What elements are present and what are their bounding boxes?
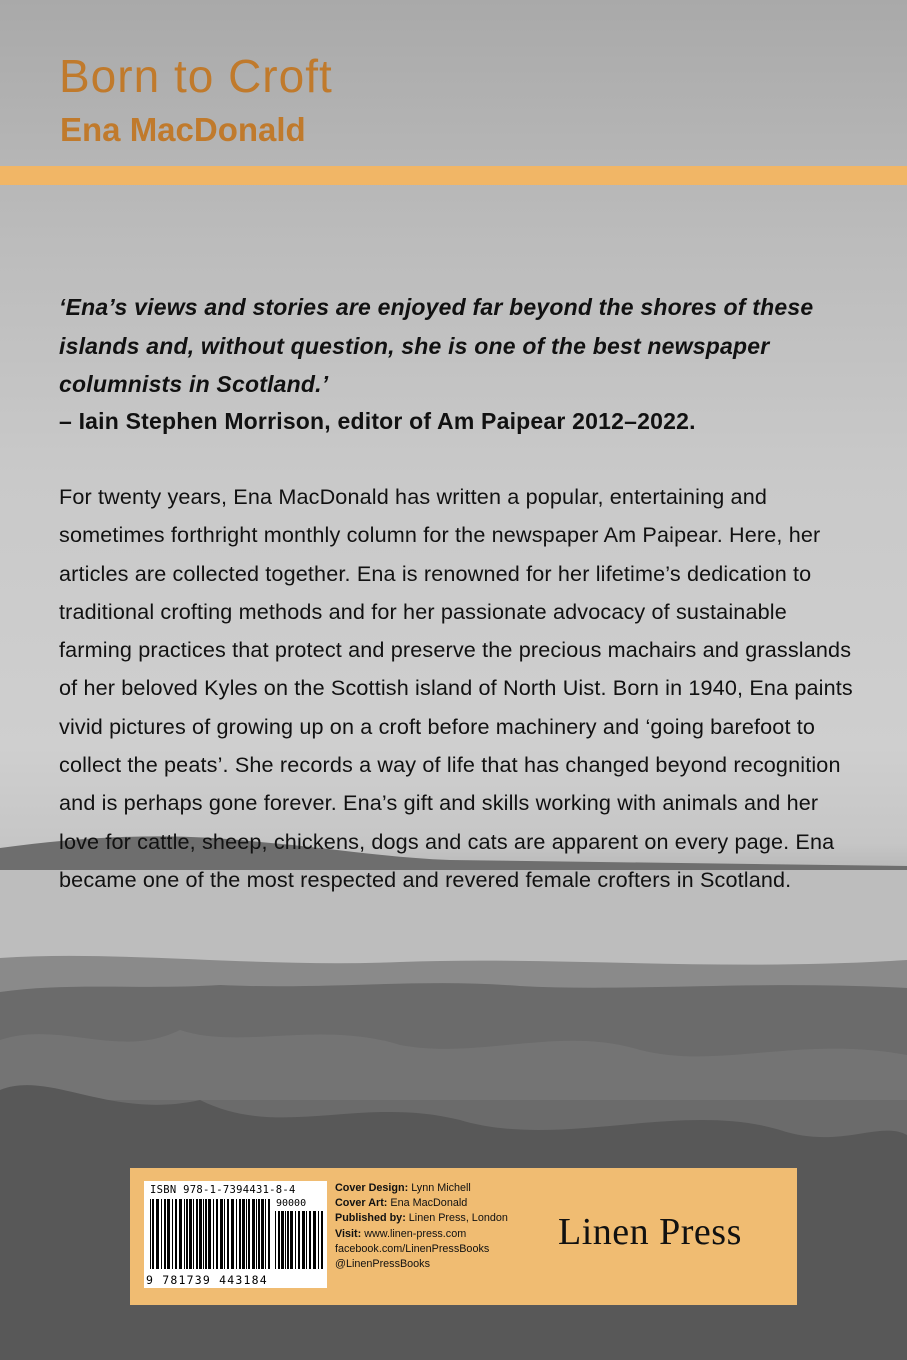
barcode-bar bbox=[199, 1199, 202, 1269]
barcode-bar bbox=[278, 1211, 280, 1269]
barcode-bar bbox=[186, 1199, 188, 1269]
barcode-bar bbox=[203, 1199, 204, 1269]
barcode-bar bbox=[285, 1211, 286, 1269]
credit-cover-art bbox=[335, 1196, 508, 1211]
barcode-bar bbox=[258, 1199, 260, 1269]
publisher-logo: Linen Press bbox=[558, 1211, 742, 1253]
title-band bbox=[0, 166, 907, 185]
barcode-bar bbox=[298, 1211, 300, 1269]
barcode-bar bbox=[156, 1199, 159, 1269]
barcode-bar bbox=[164, 1199, 166, 1269]
barcode-bar bbox=[313, 1211, 316, 1269]
credit-value: Linen Press, London bbox=[408, 1212, 508, 1225]
credit-published-by bbox=[335, 1211, 508, 1226]
barcode-bar bbox=[196, 1199, 198, 1269]
barcode-bar bbox=[295, 1211, 296, 1269]
barcode-bar bbox=[321, 1211, 323, 1269]
barcode-bar bbox=[275, 1211, 276, 1269]
ean-barcode-bars bbox=[150, 1199, 272, 1269]
barcode-bar bbox=[220, 1199, 223, 1269]
barcode-bar bbox=[208, 1199, 211, 1269]
barcode-bar bbox=[268, 1199, 270, 1269]
barcode-bar bbox=[161, 1199, 162, 1269]
book-title: Born to Croft bbox=[59, 50, 333, 102]
barcode-bar bbox=[167, 1199, 170, 1269]
barcode-bar bbox=[175, 1199, 177, 1269]
ean-digits: 9 781739 443184 bbox=[146, 1273, 268, 1287]
barcode-bar bbox=[248, 1199, 250, 1269]
barcode-bar bbox=[287, 1211, 289, 1269]
review-quote: ‘Ena’s views and stories are enjoyed far beyond the shores of these islands and, without question, she is one of the best newspaper columnists in Scotland.’ bbox=[59, 294, 814, 397]
barcode-bar bbox=[318, 1211, 319, 1269]
facebook-link[interactable]: facebook.com/LinenPressBooks bbox=[335, 1242, 490, 1255]
credit-visit bbox=[335, 1227, 508, 1242]
barcode-bar bbox=[231, 1199, 234, 1269]
barcode-bar bbox=[265, 1199, 266, 1269]
barcode-bar bbox=[150, 1199, 151, 1269]
barcode-bar bbox=[256, 1199, 257, 1269]
barcode-bar bbox=[281, 1211, 284, 1269]
social-handle[interactable]: @LinenPressBooks bbox=[335, 1258, 430, 1271]
barcode-bar bbox=[252, 1199, 255, 1269]
isbn-text: ISBN 978-1-7394431-8-4 bbox=[150, 1184, 296, 1196]
barcode-bar bbox=[302, 1211, 305, 1269]
barcode-bar bbox=[290, 1211, 293, 1269]
barcode-bar bbox=[306, 1211, 307, 1269]
quote-attribution: – Iain Stephen Morrison, editor of Am Paipear 2012–2022. bbox=[59, 408, 696, 434]
credit-value: Ena MacDonald bbox=[390, 1197, 468, 1210]
publisher-info-box bbox=[130, 1168, 797, 1305]
barcode-bar bbox=[309, 1211, 311, 1269]
website-link[interactable]: www.linen-press.com bbox=[364, 1227, 467, 1240]
barcode-bar bbox=[184, 1199, 185, 1269]
barcode-bar bbox=[261, 1199, 264, 1269]
book-blurb: For twenty years, Ena MacDonald has written a popular, entertaining and sometimes forthright monthly column for the newspaper Am Paipear. Here, her articles are collected together. Ena is renowned for her lifetime’s dedication to traditional crofting methods and for her passionate advocacy of sustainable farming practices that protect and preserve the precious machairs and grasslands of her beloved Kyles on the Scottish island of North Uist. Born in 1940, Ena paints vivid pictures of growing up on a croft before machinery and ‘going barefoot to collect the peats’. She records a way of life that has changed beyond recognition and is perhaps gone forever. Ena’s gift and skills working with animals and her love for cattle, sheep, chickens, dogs and cats are apparent on every page. Ena became one of the most respected and revered female crofters in Scotland. bbox=[59, 484, 853, 892]
barcode-bar bbox=[152, 1199, 154, 1269]
barcode-bar bbox=[239, 1199, 241, 1269]
barcode-bar bbox=[227, 1199, 229, 1269]
barcode-bar bbox=[236, 1199, 237, 1269]
barcode-bar bbox=[189, 1199, 192, 1269]
credit-value: Lynn Michell bbox=[411, 1182, 471, 1194]
credit-label: Visit: bbox=[335, 1227, 362, 1240]
barcode-bar bbox=[213, 1199, 214, 1269]
credit-cover-design bbox=[335, 1181, 508, 1196]
barcode-bar bbox=[205, 1199, 207, 1269]
barcode-bar bbox=[179, 1199, 182, 1269]
addon-barcode-bars bbox=[275, 1211, 323, 1269]
isbn-barcode bbox=[144, 1181, 327, 1288]
credits bbox=[335, 1181, 508, 1272]
barcode-bar bbox=[216, 1199, 218, 1269]
credit-label: Cover Design: bbox=[335, 1182, 409, 1194]
barcode-bar bbox=[246, 1199, 247, 1269]
credit-label: Cover Art: bbox=[335, 1197, 388, 1210]
barcode-bar bbox=[242, 1199, 245, 1269]
book-author: Ena MacDonald bbox=[60, 111, 306, 148]
barcode-bar bbox=[224, 1199, 225, 1269]
price-addon-code: 90000 bbox=[276, 1198, 307, 1209]
barcode-bar bbox=[172, 1199, 173, 1269]
barcode-bar bbox=[193, 1199, 194, 1269]
credit-label: Published by: bbox=[335, 1212, 406, 1225]
